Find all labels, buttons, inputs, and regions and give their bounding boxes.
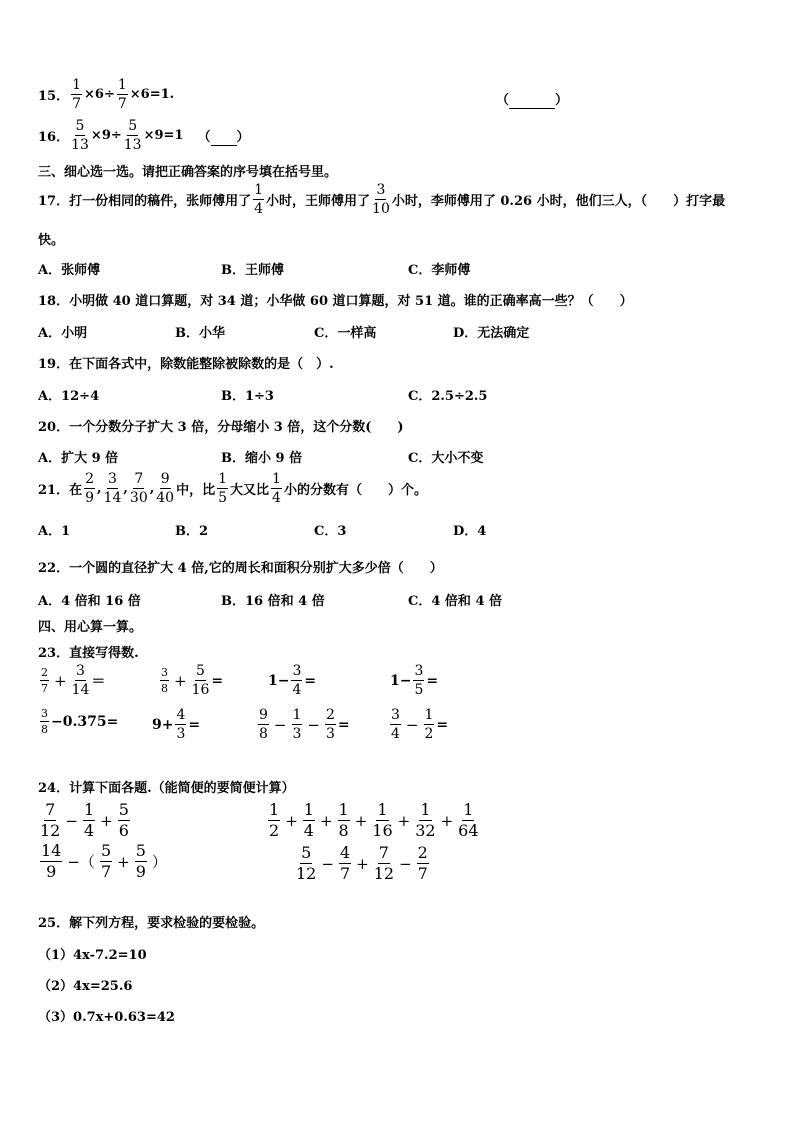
option-a: A．1 xyxy=(38,524,71,539)
fraction: $\frac{9}{40}$ xyxy=(156,471,175,506)
expression-23-5: $\frac{3}{8}$ −0.375= xyxy=(41,707,119,736)
option-b: B．小华 xyxy=(175,326,225,341)
expression-23-8: $\frac{3}{4}$ − $\frac{1}{2}$ = xyxy=(391,707,449,742)
question-number: 16． xyxy=(38,130,70,145)
option-a: A．4 倍和 16 倍 xyxy=(38,594,141,609)
expression-23-2: $\frac{3}{8}$ + $\frac{5}{16}$ = xyxy=(161,663,224,698)
option-c: C．3 xyxy=(314,524,347,539)
expression-24-4: $\frac{5}{12}$ − $\frac{4}{7}$ + $\frac{7}{12}$ − $\frac{2}{7}$ xyxy=(296,843,428,883)
fraction: $\frac{2}{9}$ xyxy=(85,471,95,506)
question-15: 15． $\frac{1}{7}$ ×6÷ $\frac{1}{7}$ ×6=1. xyxy=(38,77,175,112)
option-c: C．大小不变 xyxy=(408,451,484,466)
expression-23-4: 1− $\frac{3}{5}$ = xyxy=(390,663,439,698)
fraction: $\frac{5}{13}$ xyxy=(71,118,89,153)
option-d: D．无法确定 xyxy=(453,326,530,341)
option-c: C．李师傅 xyxy=(408,263,471,278)
question-17: 17．打一份相同的稿件，张师傅用了 $\frac{1}{4}$ 小时，王师傅用了 $\frac{3}{10}$ 小时，李师傅用了 0.26 小时，他们三人，（ ）打字最 xyxy=(38,182,726,217)
option-b: B．王师傅 xyxy=(221,263,284,278)
option-d: D．4 xyxy=(453,524,487,539)
expression-23-1: $\frac{2}{7}$ + $\frac{3}{14}$ ＝ xyxy=(41,663,106,698)
fraction: $\frac{5}{13}$ xyxy=(123,118,142,153)
option-b: B．16 倍和 4 倍 xyxy=(221,594,325,609)
expression-23-3: 1− $\frac{3}{4}$ = xyxy=(268,663,317,698)
section-4-heading: 四、用心算一算。 xyxy=(38,620,143,635)
fraction: $\frac{1}{4}$ xyxy=(272,471,281,506)
question-18: 18．小明做 40 道口算题，对 34 道；小华做 60 道口算题，对 51 道。谁的正确率高一些？（ ） xyxy=(38,294,633,309)
fraction: $\frac{1}{5}$ xyxy=(218,471,228,506)
fraction: $\frac{3}{14}$ xyxy=(103,471,122,506)
question-21: 21．在 $\frac{2}{9}$ , $\frac{3}{14}$ , $\frac{7}{30}$ , $\frac{9}{40}$ 中，比 $\frac{1}{5}$ 大又比 $\frac{1}{4}$ 小的分数有（ ）个。 xyxy=(38,471,427,506)
option-b: B．1÷3 xyxy=(221,389,274,404)
expression-23-7: $\frac{9}{8}$ − $\frac{1}{3}$ − $\frac{2}{3}$ = xyxy=(259,707,350,742)
equation-2: （2）4x=25.6 xyxy=(38,979,133,994)
fraction: $\frac{7}{30}$ xyxy=(129,471,148,506)
question-24-title: 24．计算下面各题.（能简便的要简便计算） xyxy=(38,781,295,796)
question-number: 15． xyxy=(38,89,70,104)
option-a: A．12÷4 xyxy=(38,389,100,404)
option-c: C．一样高 xyxy=(314,326,377,341)
option-a: A．张师傅 xyxy=(38,263,101,278)
question-20: 20．一个分数分子扩大 3 倍，分母缩小 3 倍，这个分数( ) xyxy=(38,420,404,435)
question-16: 16． $\frac{5}{13}$ ×9÷ $\frac{5}{13}$ ×9=1 （ ） xyxy=(38,118,250,153)
answer-blank-16: （ ） xyxy=(197,129,250,145)
option-b: B．2 xyxy=(175,524,209,539)
expression-23-6: 9+ $\frac{4}{3}$ = xyxy=(152,707,201,742)
option-c: C．2.5÷2.5 xyxy=(408,389,488,404)
option-c: C．4 倍和 4 倍 xyxy=(408,594,503,609)
option-a: A．扩大 9 倍 xyxy=(38,451,119,466)
option-b: B．缩小 9 倍 xyxy=(221,451,303,466)
expression-24-1: $\frac{7}{12}$ − $\frac{1}{4}$ + $\frac{5}{6}$ xyxy=(40,800,129,840)
answer-blank-15: （ ） xyxy=(496,93,569,108)
equation-1: （1）4x-7.2=10 xyxy=(38,948,147,963)
option-a: A．小明 xyxy=(38,326,88,341)
expression-24-2: $\frac{1}{2}$ + $\frac{1}{4}$ + $\frac{1}{8}$ + $\frac{1}{16}$ + $\frac{1}{32}$ + $\frac{1}{64}$ xyxy=(269,800,479,840)
question-25-title: 25．解下列方程，要求检验的要检验。 xyxy=(38,916,265,931)
fraction: $\frac{1}{4}$ xyxy=(254,182,264,217)
fraction: $\frac{1}{7}$ xyxy=(117,77,127,112)
equation-3: （3）0.7x+0.63=42 xyxy=(38,1010,175,1025)
question-22: 22．一个圆的直径扩大 4 倍,它的周长和面积分别扩大多少倍（ ） xyxy=(38,561,443,576)
fraction: $\frac{1}{7}$ xyxy=(72,77,82,112)
question-23-title: 23．直接写得数. xyxy=(38,646,139,661)
fraction: $\frac{3}{10}$ xyxy=(372,182,390,217)
section-3-heading: 三、细心选一选。请把正确答案的序号填在括号里。 xyxy=(38,165,338,180)
expression-24-3: $\frac{14}{9}$ −（ $\frac{5}{7}$ + $\frac{5}{9}$ ） xyxy=(41,841,167,881)
question-17-continued: 快。 xyxy=(38,233,65,248)
question-19: 19．在下面各式中，除数能整除被除数的是（ ）. xyxy=(38,357,334,372)
